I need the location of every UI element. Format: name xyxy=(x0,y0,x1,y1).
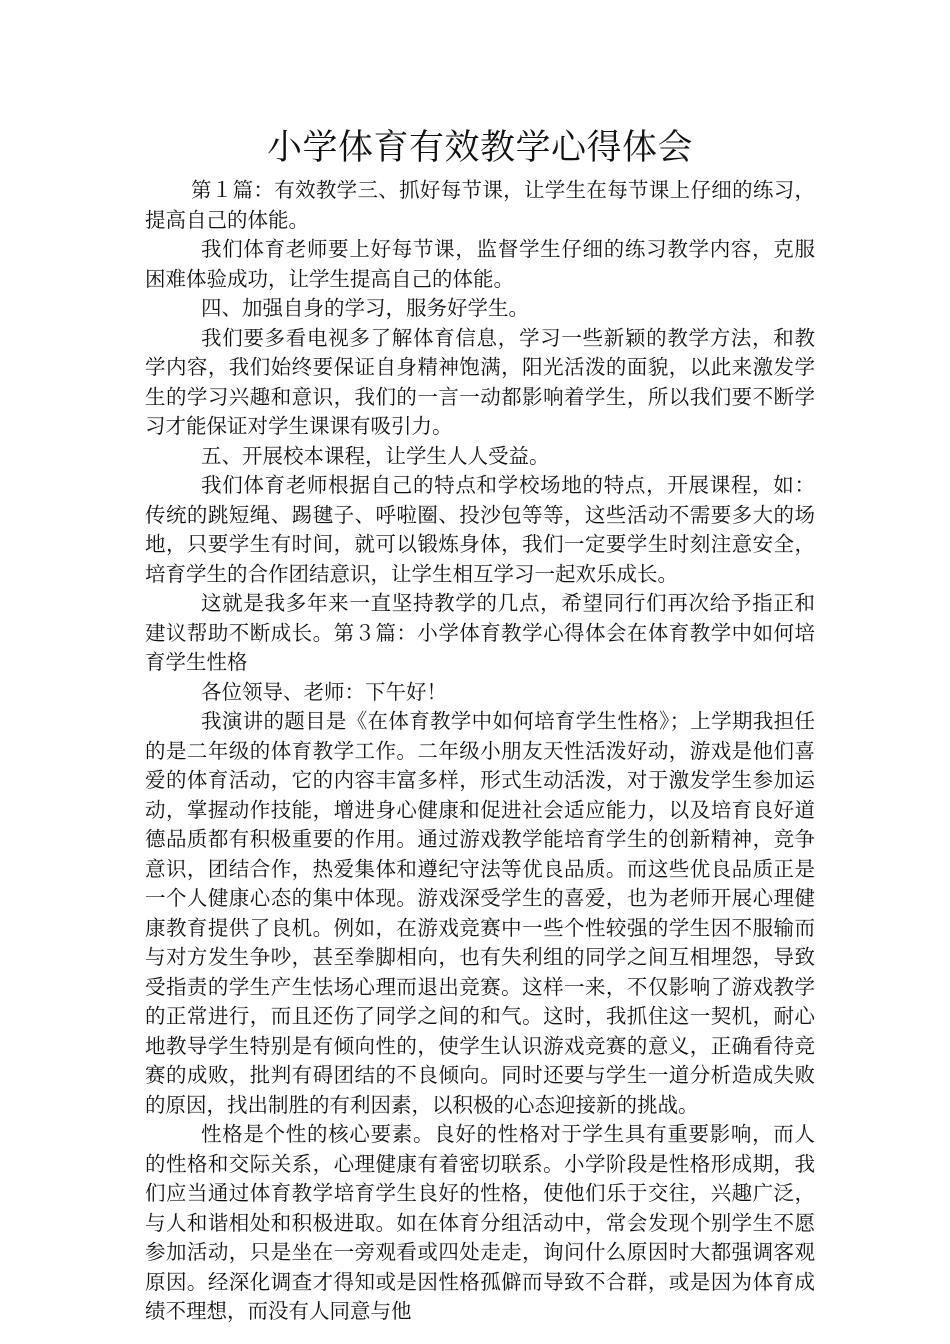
paragraph-2: 我们体育老师要上好每节课，监督学生仔细的练习教学内容，克服困难体验成功，让学生提高自己的体能。 xyxy=(145,237,815,291)
paragraph-4: 我们要多看电视多了解体育信息，学习一些新颖的教学方法，和教学内容，我们始终要保证自身精神饱满，阳光活泼的面貌，以此来激发学生的学习兴趣和意识，我们的一言一动都影响着学生，所以我们要不断学习才能保证对学生课课有吸引力。 xyxy=(145,325,815,438)
paragraph-7: 这就是我多年来一直坚持教学的几点，希望同行们再次给予指正和建议帮助不断成长。第３篇：小学体育教学心得体会在体育教学中如何培育学生性格 xyxy=(145,591,815,674)
paragraph-8: 各位领导、老师：下午好！ xyxy=(201,679,447,704)
document-page xyxy=(145,122,815,1327)
paragraph-5: 五、开展校本课程，让学生人人受益。 xyxy=(201,443,550,468)
paragraph-6: 我们体育老师根据自己的特点和学校场地的特点，开展课程，如：传统的跳短绳、踢毽子、呼啦圈、投沙包等等，这些活动不需要多大的场地，只要学生有时间，就可以锻炼身体，我们一定要学生时刻注意安全，培育学生的合作团结意识，让学生相互学习一起欢乐成长。 xyxy=(145,473,815,586)
paragraph-1: 第１篇：有效教学三、抓好每节课，让学生在每节课上仔细的练习，提高自己的体能。 xyxy=(145,178,815,232)
paragraph-3: 四、加强自身的学习，服务好学生。 xyxy=(201,296,529,320)
paragraph-10: 性格是个性的核心要素。良好的性格对于学生具有重要影响，而人的性格和交际关系，心理健康有着密切联系。小学阶段是性格形成期，我们应当通过体育教学培育学生良好的性格，使他们乐于交往，兴趣广泛，与人和谐相处和积极进取。如在体育分组活动中，常会发现个别学生不愿参加活动，只是坐在一旁观看或四处走走，询问什么原因时大都强调客观原因。经深化调查才得知或是因性格孤僻而导致不合群，或是因为体育成绩不理想，而没有人同意与他 xyxy=(145,1122,815,1323)
document-title: 小学体育有效教学心得体会 xyxy=(266,128,693,168)
paragraph-9: 我演讲的题目是《在体育教学中如何培育学生性格》；上学期我担任的是二年级的体育教学工作。二年级小朋友天性活泼好动，游戏是他们喜爱的体育活动，它的内容丰富多样，形式生动活泼，对于激发学生参加运动，掌握动作技能，增进身心健康和促进社会适应能力，以及培育良好道德品质都有积极重要的作用。通过游戏教学能培育学生的创新精神，竞争意识，团结合作，热爱集体和遵纪守法等优良品质。而这些优良品质正是一个人健康心态的集中体现。游戏深受学生的喜爱，也为老师开展心理健康教育提供了良机。例如，在游戏竞赛中一些个性较强的学生因不服输而与对方发生争吵，甚至拳脚相向，也有失利组的同学之间互相埋怨，导致受指责的学生产生怯场心理而退出竞赛。这样一来，不仅影响了游戏教学的正常进行，而且还伤了同学之间的和气。这时，我抓住这一契机，耐心地教导学生特别是有倾向性的，使学生认识游戏竞赛的意义，正确看待竞赛的成败，批判有碍团结的不良倾向。同时还要与学生一道分析造成失败的原因，找出制胜的有利因素，以积极的心态迎接新的挑战。 xyxy=(145,709,815,1117)
